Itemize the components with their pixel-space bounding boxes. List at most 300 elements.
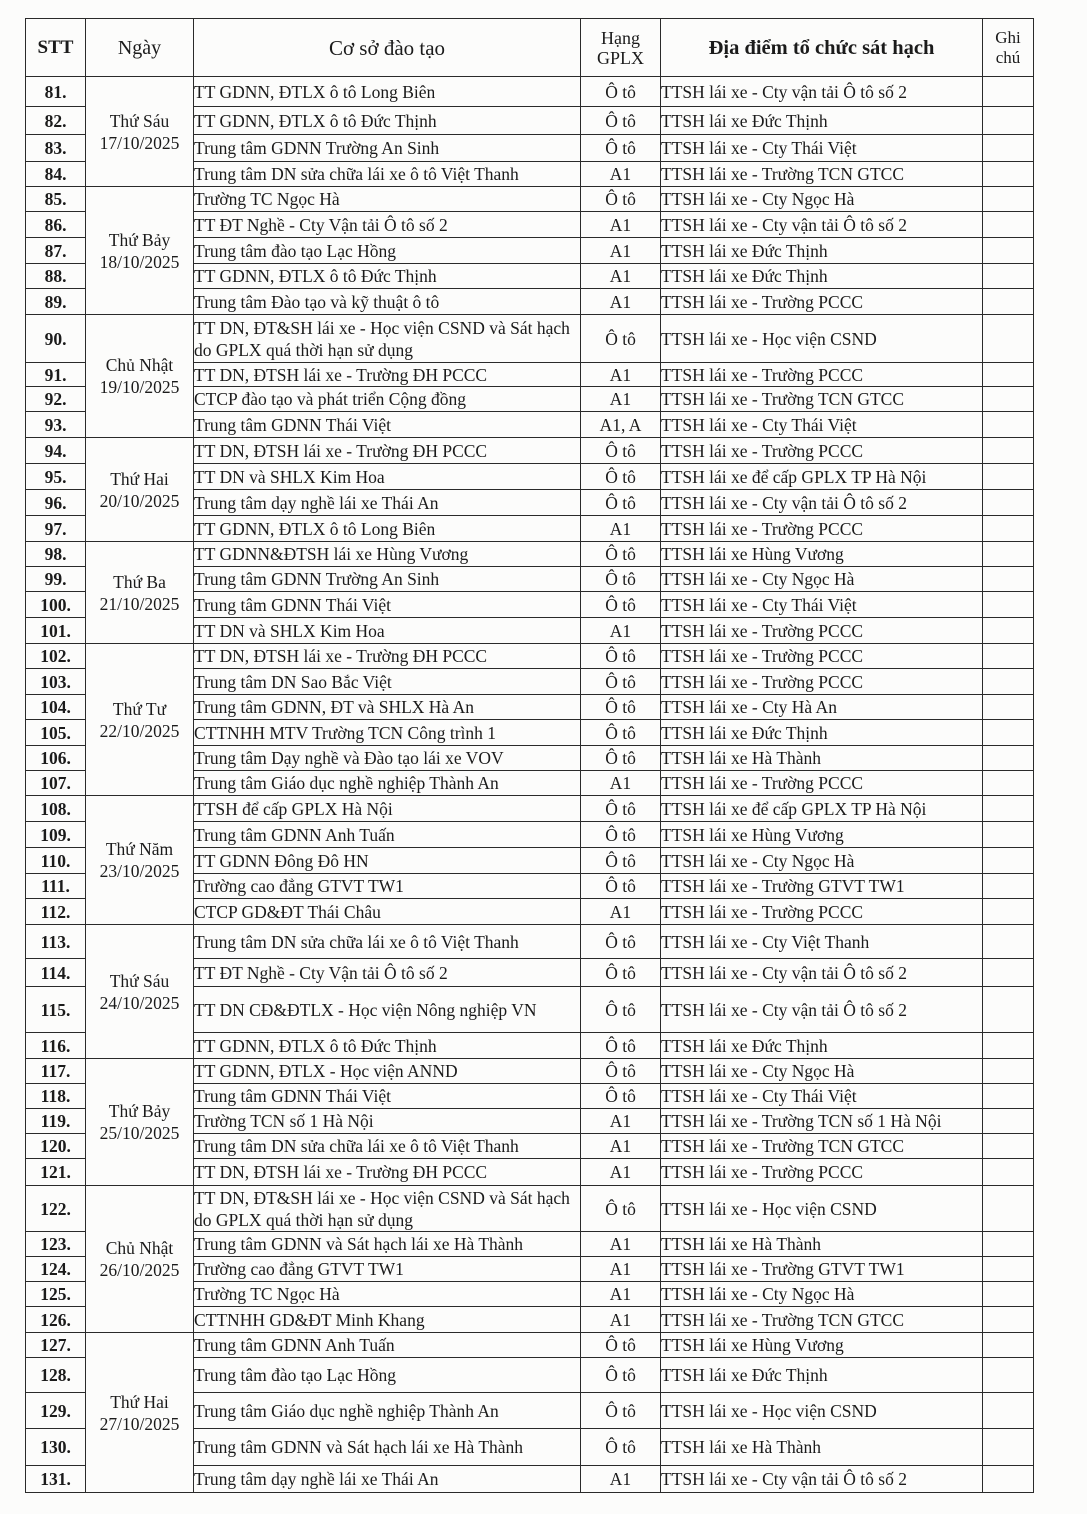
stt-cell: 87. bbox=[26, 238, 86, 264]
table-row bbox=[26, 796, 1034, 822]
license-class-cell: A1 bbox=[581, 212, 661, 238]
exam-location-cell: TTSH lái xe - Trường PCCC bbox=[661, 1159, 983, 1186]
exam-location-cell: TTSH lái xe - Cty vận tải Ô tô số 2 bbox=[661, 959, 983, 987]
weekday-label: Chủ Nhật bbox=[105, 1238, 174, 1258]
exam-location-cell: TTSH lái xe - Trường PCCC bbox=[661, 516, 983, 542]
note-cell bbox=[983, 238, 1034, 264]
stt-cell: 90. bbox=[26, 315, 86, 363]
license-class-cell: Ô tô bbox=[581, 1358, 661, 1393]
license-class-cell: A1 bbox=[581, 162, 661, 187]
license-class-cell: Ô tô bbox=[581, 1333, 661, 1358]
exam-location-cell: TTSH lái xe - Cty Thái Việt bbox=[661, 135, 983, 162]
training-center-cell: CTTNHH GD&ĐT Minh Khang bbox=[194, 1307, 581, 1333]
header-license-class bbox=[581, 19, 661, 77]
table-row bbox=[26, 1333, 1034, 1358]
stt-cell: 85. bbox=[26, 187, 86, 212]
exam-location-cell: TTSH lái xe Đức Thịnh bbox=[661, 1358, 983, 1393]
exam-location-cell: TTSH lái xe - Cty Ngọc Hà bbox=[661, 1282, 983, 1307]
stt-cell: 130. bbox=[26, 1429, 86, 1466]
note-cell bbox=[983, 187, 1034, 212]
license-class-cell: A1 bbox=[581, 1307, 661, 1333]
stt-cell: 108. bbox=[26, 796, 86, 822]
note-cell bbox=[983, 315, 1034, 363]
license-class-cell: Ô tô bbox=[581, 746, 661, 771]
exam-location-cell: TTSH lái xe để cấp GPLX TP Hà Nội bbox=[661, 464, 983, 490]
note-cell bbox=[983, 592, 1034, 618]
weekday-label: Thứ Năm bbox=[105, 839, 174, 859]
exam-location-cell: TTSH lái xe - Cty Thái Việt bbox=[661, 592, 983, 618]
date-cell bbox=[86, 542, 194, 644]
exam-location-cell: TTSH lái xe - Cty vận tải Ô tô số 2 bbox=[661, 212, 983, 238]
note-cell bbox=[983, 669, 1034, 695]
license-class-cell: A1 bbox=[581, 1232, 661, 1257]
license-class-cell: A1 bbox=[581, 1159, 661, 1186]
exam-location-cell: TTSH lái xe để cấp GPLX TP Hà Nội bbox=[661, 796, 983, 822]
stt-cell: 88. bbox=[26, 264, 86, 289]
note-cell bbox=[983, 720, 1034, 746]
note-cell bbox=[983, 289, 1034, 315]
license-class-cell: Ô tô bbox=[581, 1429, 661, 1466]
exam-location-cell: TTSH lái xe Đức Thịnh bbox=[661, 264, 983, 289]
weekday-label: Thứ Hai bbox=[110, 468, 169, 489]
training-center-cell: TT GDNN&ĐTSH lái xe Hùng Vương bbox=[194, 542, 581, 567]
training-center-cell: Trung tâm GDNN, ĐT và SHLX Hà An bbox=[194, 695, 581, 720]
training-center-cell: Trường cao đẳng GTVT TW1 bbox=[194, 874, 581, 899]
date-label: 25/10/2025 bbox=[99, 1123, 180, 1143]
license-class-cell: Ô tô bbox=[581, 438, 661, 464]
exam-schedule-table bbox=[25, 18, 1034, 1493]
note-cell bbox=[983, 264, 1034, 289]
header-date: Ngày bbox=[86, 19, 194, 77]
stt-cell: 81. bbox=[26, 77, 86, 107]
stt-cell: 92. bbox=[26, 387, 86, 412]
training-center-cell: TT GDNN, ĐTLX ô tô Đức Thịnh bbox=[194, 1033, 581, 1059]
stt-cell: 119. bbox=[26, 1109, 86, 1134]
exam-location-cell: TTSH lái xe - Cty vận tải Ô tô số 2 bbox=[661, 1466, 983, 1493]
training-center-cell: Trung tâm GDNN Thái Việt bbox=[194, 1084, 581, 1109]
exam-location-cell: TTSH lái xe - Học viện CSND bbox=[661, 1393, 983, 1429]
date-label: 22/10/2025 bbox=[99, 720, 180, 741]
training-center-cell: Trung tâm đào tạo Lạc Hồng bbox=[194, 1358, 581, 1393]
stt-cell: 97. bbox=[26, 516, 86, 542]
stt-cell: 114. bbox=[26, 959, 86, 987]
training-center-cell: TT DN, ĐTSH lái xe - Trường ĐH PCCC bbox=[194, 1159, 581, 1186]
exam-location-cell: TTSH lái xe - Trường TCN số 1 Hà Nội bbox=[661, 1109, 983, 1134]
exam-location-cell: TTSH lái xe Hà Thành bbox=[661, 1429, 983, 1466]
exam-location-cell: TTSH lái xe - Cty Ngọc Hà bbox=[661, 1059, 983, 1084]
exam-location-cell: TTSH lái xe Hà Thành bbox=[661, 1232, 983, 1257]
stt-cell: 121. bbox=[26, 1159, 86, 1186]
license-class-cell: A1 bbox=[581, 1282, 661, 1307]
stt-cell: 99. bbox=[26, 567, 86, 592]
training-center-cell: TT DN, ĐT&SH lái xe - Học viện CSND và Sát hạch do GPLX quá thời hạn sử dụng bbox=[194, 1186, 581, 1232]
exam-location-cell: TTSH lái xe - Trường TCN GTCC bbox=[661, 1307, 983, 1333]
note-cell bbox=[983, 899, 1034, 925]
note-cell bbox=[983, 1134, 1034, 1159]
weekday-label: Chủ Nhật bbox=[105, 355, 174, 375]
stt-cell: 116. bbox=[26, 1033, 86, 1059]
note-cell bbox=[983, 746, 1034, 771]
training-center-cell: TT DN, ĐT&SH lái xe - Học viện CSND và Sát hạch do GPLX quá thời hạn sử dụng bbox=[194, 315, 581, 363]
note-cell bbox=[983, 925, 1034, 959]
training-center-cell: CTTNHH MTV Trường TCN Công trình 1 bbox=[194, 720, 581, 746]
header-stt: STT bbox=[26, 19, 86, 77]
stt-cell: 113. bbox=[26, 925, 86, 959]
training-center-cell: TT GDNN, ĐTLX - Học viện ANND bbox=[194, 1059, 581, 1084]
license-class-cell: A1 bbox=[581, 1466, 661, 1493]
exam-location-cell: TTSH lái xe Đức Thịnh bbox=[661, 107, 983, 135]
date-label: 17/10/2025 bbox=[99, 132, 180, 153]
note-cell bbox=[983, 516, 1034, 542]
stt-cell: 128. bbox=[26, 1358, 86, 1393]
weekday-label: Thứ Sáu bbox=[109, 970, 170, 991]
training-center-cell: Trung tâm DN Sao Bắc Việt bbox=[194, 669, 581, 695]
exam-location-cell: TTSH lái xe Hùng Vương bbox=[661, 542, 983, 567]
header-training-center: Cơ sở đào tạo bbox=[194, 19, 581, 77]
exam-location-cell: TTSH lái xe Đức Thịnh bbox=[661, 720, 983, 746]
stt-cell: 86. bbox=[26, 212, 86, 238]
weekday-label: Thứ Hai bbox=[110, 1391, 169, 1412]
license-class-cell: Ô tô bbox=[581, 107, 661, 135]
stt-cell: 83. bbox=[26, 135, 86, 162]
table-row bbox=[26, 187, 1034, 212]
note-cell bbox=[983, 848, 1034, 874]
note-cell bbox=[983, 1466, 1034, 1493]
header-row bbox=[26, 19, 1034, 77]
exam-location-cell: TTSH lái xe Hà Thành bbox=[661, 746, 983, 771]
license-class-cell: Ô tô bbox=[581, 669, 661, 695]
training-center-cell: Trung tâm Giáo dục nghề nghiệp Thành An bbox=[194, 1393, 581, 1429]
note-cell bbox=[983, 796, 1034, 822]
training-center-cell: CTCP GD&ĐT Thái Châu bbox=[194, 899, 581, 925]
note-cell bbox=[983, 1109, 1034, 1134]
header-note-line2: chú bbox=[995, 47, 1021, 67]
schedule-body bbox=[26, 77, 1034, 1493]
date-cell bbox=[86, 644, 194, 796]
header-license-class-line1: Hạng bbox=[601, 27, 640, 48]
exam-location-cell: TTSH lái xe - Trường TCN GTCC bbox=[661, 387, 983, 412]
note-cell bbox=[983, 212, 1034, 238]
date-label: 19/10/2025 bbox=[99, 377, 180, 397]
license-class-cell: Ô tô bbox=[581, 1186, 661, 1232]
training-center-cell: Trường TCN số 1 Hà Nội bbox=[194, 1109, 581, 1134]
license-class-cell: Ô tô bbox=[581, 135, 661, 162]
stt-cell: 117. bbox=[26, 1059, 86, 1084]
date-label: 20/10/2025 bbox=[99, 490, 180, 511]
license-class-cell: A1 bbox=[581, 771, 661, 796]
note-cell bbox=[983, 987, 1034, 1033]
note-cell bbox=[983, 771, 1034, 796]
stt-cell: 131. bbox=[26, 1466, 86, 1493]
stt-cell: 120. bbox=[26, 1134, 86, 1159]
note-cell bbox=[983, 107, 1034, 135]
stt-cell: 95. bbox=[26, 464, 86, 490]
date-label: 26/10/2025 bbox=[99, 1260, 180, 1280]
exam-location-cell: TTSH lái xe - Trường PCCC bbox=[661, 438, 983, 464]
training-center-cell: TT GDNN, ĐTLX ô tô Long Biên bbox=[194, 516, 581, 542]
training-center-cell: TT GDNN, ĐTLX ô tô Long Biên bbox=[194, 77, 581, 107]
license-class-cell: A1 bbox=[581, 899, 661, 925]
stt-cell: 126. bbox=[26, 1307, 86, 1333]
note-cell bbox=[983, 542, 1034, 567]
stt-cell: 104. bbox=[26, 695, 86, 720]
note-cell bbox=[983, 567, 1034, 592]
table-row bbox=[26, 925, 1034, 959]
note-cell bbox=[983, 1084, 1034, 1109]
license-class-cell: Ô tô bbox=[581, 987, 661, 1033]
note-cell bbox=[983, 1033, 1034, 1059]
exam-location-cell: TTSH lái xe - Cty Hà An bbox=[661, 695, 983, 720]
exam-location-cell: TTSH lái xe - Cty Ngọc Hà bbox=[661, 567, 983, 592]
license-class-cell: Ô tô bbox=[581, 796, 661, 822]
note-cell bbox=[983, 438, 1034, 464]
date-label: 23/10/2025 bbox=[99, 861, 180, 881]
stt-cell: 110. bbox=[26, 848, 86, 874]
weekday-label: Thứ Sáu bbox=[109, 110, 170, 131]
license-class-cell: Ô tô bbox=[581, 644, 661, 669]
exam-location-cell: TTSH lái xe - Trường PCCC bbox=[661, 771, 983, 796]
note-cell bbox=[983, 874, 1034, 899]
note-cell bbox=[983, 412, 1034, 438]
stt-cell: 91. bbox=[26, 363, 86, 387]
table-row bbox=[26, 644, 1034, 669]
note-cell bbox=[983, 1333, 1034, 1358]
license-class-cell: Ô tô bbox=[581, 490, 661, 516]
license-class-cell: Ô tô bbox=[581, 592, 661, 618]
exam-location-cell: TTSH lái xe Đức Thịnh bbox=[661, 238, 983, 264]
note-cell bbox=[983, 822, 1034, 848]
license-class-cell: A1 bbox=[581, 1134, 661, 1159]
table-header bbox=[26, 19, 1034, 77]
table-row bbox=[26, 542, 1034, 567]
stt-cell: 125. bbox=[26, 1282, 86, 1307]
stt-cell: 101. bbox=[26, 618, 86, 644]
license-class-cell: A1 bbox=[581, 1257, 661, 1282]
training-center-cell: Trung tâm GDNN Thái Việt bbox=[194, 592, 581, 618]
note-cell bbox=[983, 77, 1034, 107]
training-center-cell: TT DN, ĐTSH lái xe - Trường ĐH PCCC bbox=[194, 363, 581, 387]
license-class-cell: Ô tô bbox=[581, 959, 661, 987]
note-cell bbox=[983, 644, 1034, 669]
note-cell bbox=[983, 1358, 1034, 1393]
exam-location-cell: TTSH lái xe - Cty Ngọc Hà bbox=[661, 848, 983, 874]
stt-cell: 93. bbox=[26, 412, 86, 438]
training-center-cell: TT DN, ĐTSH lái xe - Trường ĐH PCCC bbox=[194, 644, 581, 669]
training-center-cell: Trung tâm GDNN và Sát hạch lái xe Hà Thành bbox=[194, 1232, 581, 1257]
license-class-cell: A1 bbox=[581, 516, 661, 542]
exam-location-cell: TTSH lái xe - Trường GTVT TW1 bbox=[661, 874, 983, 899]
stt-cell: 111. bbox=[26, 874, 86, 899]
exam-location-cell: TTSH lái xe - Cty vận tải Ô tô số 2 bbox=[661, 77, 983, 107]
note-cell bbox=[983, 490, 1034, 516]
training-center-cell: Trung tâm Giáo dục nghề nghiệp Thành An bbox=[194, 771, 581, 796]
note-cell bbox=[983, 1059, 1034, 1084]
training-center-cell: Trung tâm dạy nghề lái xe Thái An bbox=[194, 490, 581, 516]
stt-cell: 109. bbox=[26, 822, 86, 848]
exam-location-cell: TTSH lái xe - Học viện CSND bbox=[661, 1186, 983, 1232]
weekday-label: Thứ Tư bbox=[112, 698, 167, 719]
training-center-cell: TT DN CĐ&ĐTLX - Học viện Nông nghiệp VN bbox=[194, 987, 581, 1033]
exam-location-cell: TTSH lái xe Hùng Vương bbox=[661, 822, 983, 848]
stt-cell: 89. bbox=[26, 289, 86, 315]
header-note-line1: Ghi bbox=[995, 27, 1021, 47]
training-center-cell: TT GDNN, ĐTLX ô tô Đức Thịnh bbox=[194, 264, 581, 289]
header-license-class-line2: GPLX bbox=[596, 47, 644, 68]
note-cell bbox=[983, 1232, 1034, 1257]
training-center-cell: Trung tâm GDNN Anh Tuấn bbox=[194, 1333, 581, 1358]
training-center-cell: Trung tâm Dạy nghề và Đào tạo lái xe VOV bbox=[194, 746, 581, 771]
note-cell bbox=[983, 1186, 1034, 1232]
exam-location-cell: TTSH lái xe - Trường PCCC bbox=[661, 644, 983, 669]
stt-cell: 100. bbox=[26, 592, 86, 618]
license-class-cell: Ô tô bbox=[581, 315, 661, 363]
date-label: 18/10/2025 bbox=[99, 251, 180, 272]
training-center-cell: Trường TC Ngọc Hà bbox=[194, 1282, 581, 1307]
license-class-cell: Ô tô bbox=[581, 464, 661, 490]
license-class-cell: Ô tô bbox=[581, 542, 661, 567]
date-cell bbox=[86, 925, 194, 1059]
header-note bbox=[983, 19, 1034, 77]
license-class-cell: Ô tô bbox=[581, 822, 661, 848]
date-cell bbox=[86, 796, 194, 925]
note-cell bbox=[983, 1393, 1034, 1429]
note-cell bbox=[983, 1257, 1034, 1282]
note-cell bbox=[983, 618, 1034, 644]
note-cell bbox=[983, 1282, 1034, 1307]
stt-cell: 123. bbox=[26, 1232, 86, 1257]
table-row bbox=[26, 77, 1034, 107]
exam-location-cell: TTSH lái xe - Trường PCCC bbox=[661, 899, 983, 925]
date-cell bbox=[86, 315, 194, 438]
date-cell bbox=[86, 77, 194, 187]
stt-cell: 82. bbox=[26, 107, 86, 135]
date-label: 27/10/2025 bbox=[99, 1413, 180, 1434]
license-class-cell: Ô tô bbox=[581, 1393, 661, 1429]
weekday-label: Thứ Ba bbox=[113, 571, 166, 592]
stt-cell: 107. bbox=[26, 771, 86, 796]
training-center-cell: Trung tâm DN sửa chữa lái xe ô tô Việt Thanh bbox=[194, 925, 581, 959]
note-cell bbox=[983, 162, 1034, 187]
license-class-cell: A1 bbox=[581, 1109, 661, 1134]
date-label: 21/10/2025 bbox=[99, 593, 180, 614]
license-class-cell: Ô tô bbox=[581, 874, 661, 899]
training-center-cell: TTSH để cấp GPLX Hà Nội bbox=[194, 796, 581, 822]
exam-location-cell: TTSH lái xe - Cty Việt Thanh bbox=[661, 925, 983, 959]
date-cell bbox=[86, 1186, 194, 1333]
training-center-cell: TT GDNN, ĐTLX ô tô Đức Thịnh bbox=[194, 107, 581, 135]
table-row bbox=[26, 1186, 1034, 1232]
exam-location-cell: TTSH lái xe - Học viện CSND bbox=[661, 315, 983, 363]
table-row bbox=[26, 315, 1034, 363]
training-center-cell: TT DN và SHLX Kim Hoa bbox=[194, 618, 581, 644]
license-class-cell: Ô tô bbox=[581, 77, 661, 107]
stt-cell: 96. bbox=[26, 490, 86, 516]
note-cell bbox=[983, 1429, 1034, 1466]
license-class-cell: A1 bbox=[581, 238, 661, 264]
training-center-cell: Trung tâm DN sửa chữa lái xe ô tô Việt Thanh bbox=[194, 1134, 581, 1159]
note-cell bbox=[983, 387, 1034, 412]
license-class-cell: Ô tô bbox=[581, 1033, 661, 1059]
note-cell bbox=[983, 363, 1034, 387]
exam-location-cell: TTSH lái xe - Cty Thái Việt bbox=[661, 412, 983, 438]
date-cell bbox=[86, 1059, 194, 1186]
exam-location-cell: TTSH lái xe - Trường TCN GTCC bbox=[661, 1134, 983, 1159]
exam-location-cell: TTSH lái xe - Cty vận tải Ô tô số 2 bbox=[661, 987, 983, 1033]
stt-cell: 106. bbox=[26, 746, 86, 771]
stt-cell: 122. bbox=[26, 1186, 86, 1232]
license-class-cell: Ô tô bbox=[581, 848, 661, 874]
exam-location-cell: TTSH lái xe - Cty Thái Việt bbox=[661, 1084, 983, 1109]
training-center-cell: TT DN, ĐTSH lái xe - Trường ĐH PCCC bbox=[194, 438, 581, 464]
stt-cell: 115. bbox=[26, 987, 86, 1033]
license-class-cell: A1 bbox=[581, 289, 661, 315]
training-center-cell: Trường TC Ngọc Hà bbox=[194, 187, 581, 212]
date-cell bbox=[86, 438, 194, 542]
license-class-cell: Ô tô bbox=[581, 695, 661, 720]
stt-cell: 112. bbox=[26, 899, 86, 925]
stt-cell: 84. bbox=[26, 162, 86, 187]
stt-cell: 129. bbox=[26, 1393, 86, 1429]
header-exam-location: Địa điểm tổ chức sát hạch bbox=[661, 19, 983, 77]
training-center-cell: Trung tâm GDNN Thái Việt bbox=[194, 412, 581, 438]
license-class-cell: Ô tô bbox=[581, 567, 661, 592]
exam-location-cell: TTSH lái xe - Trường TCN GTCC bbox=[661, 162, 983, 187]
table-row bbox=[26, 1059, 1034, 1084]
weekday-label: Thứ Bảy bbox=[108, 1101, 171, 1121]
license-class-cell: A1 bbox=[581, 363, 661, 387]
note-cell bbox=[983, 1159, 1034, 1186]
note-cell bbox=[983, 695, 1034, 720]
stt-cell: 124. bbox=[26, 1257, 86, 1282]
training-center-cell: CTCP đào tạo và phát triển Cộng đồng bbox=[194, 387, 581, 412]
training-center-cell: Trung tâm DN sửa chữa lái xe ô tô Việt Thanh bbox=[194, 162, 581, 187]
note-cell bbox=[983, 959, 1034, 987]
stt-cell: 103. bbox=[26, 669, 86, 695]
training-center-cell: Trung tâm đào tạo Lạc Hồng bbox=[194, 238, 581, 264]
date-cell bbox=[86, 187, 194, 315]
training-center-cell: TT ĐT Nghề - Cty Vận tải Ô tô số 2 bbox=[194, 212, 581, 238]
training-center-cell: Trung tâm GDNN Anh Tuấn bbox=[194, 822, 581, 848]
exam-location-cell: TTSH lái xe - Trường PCCC bbox=[661, 669, 983, 695]
exam-location-cell: TTSH lái xe Đức Thịnh bbox=[661, 1033, 983, 1059]
training-center-cell: TT GDNN Đông Đô HN bbox=[194, 848, 581, 874]
training-center-cell: Trường cao đẳng GTVT TW1 bbox=[194, 1257, 581, 1282]
license-class-cell: Ô tô bbox=[581, 925, 661, 959]
exam-location-cell: TTSH lái xe - Trường PCCC bbox=[661, 363, 983, 387]
training-center-cell: Trung tâm dạy nghề lái xe Thái An bbox=[194, 1466, 581, 1493]
note-cell bbox=[983, 464, 1034, 490]
training-center-cell: Trung tâm GDNN Trường An Sinh bbox=[194, 567, 581, 592]
exam-location-cell: TTSH lái xe Hùng Vương bbox=[661, 1333, 983, 1358]
exam-location-cell: TTSH lái xe - Cty Ngọc Hà bbox=[661, 187, 983, 212]
license-class-cell: A1 bbox=[581, 618, 661, 644]
date-cell bbox=[86, 1333, 194, 1493]
stt-cell: 102. bbox=[26, 644, 86, 669]
training-center-cell: Trung tâm GDNN Trường An Sinh bbox=[194, 135, 581, 162]
stt-cell: 127. bbox=[26, 1333, 86, 1358]
stt-cell: 118. bbox=[26, 1084, 86, 1109]
stt-cell: 105. bbox=[26, 720, 86, 746]
stt-cell: 94. bbox=[26, 438, 86, 464]
license-class-cell: Ô tô bbox=[581, 1059, 661, 1084]
license-class-cell: Ô tô bbox=[581, 720, 661, 746]
exam-location-cell: TTSH lái xe - Trường GTVT TW1 bbox=[661, 1257, 983, 1282]
weekday-label: Thứ Bảy bbox=[108, 229, 171, 250]
exam-location-cell: TTSH lái xe - Trường PCCC bbox=[661, 289, 983, 315]
note-cell bbox=[983, 1307, 1034, 1333]
exam-location-cell: TTSH lái xe - Cty vận tải Ô tô số 2 bbox=[661, 490, 983, 516]
date-label: 24/10/2025 bbox=[99, 992, 180, 1013]
